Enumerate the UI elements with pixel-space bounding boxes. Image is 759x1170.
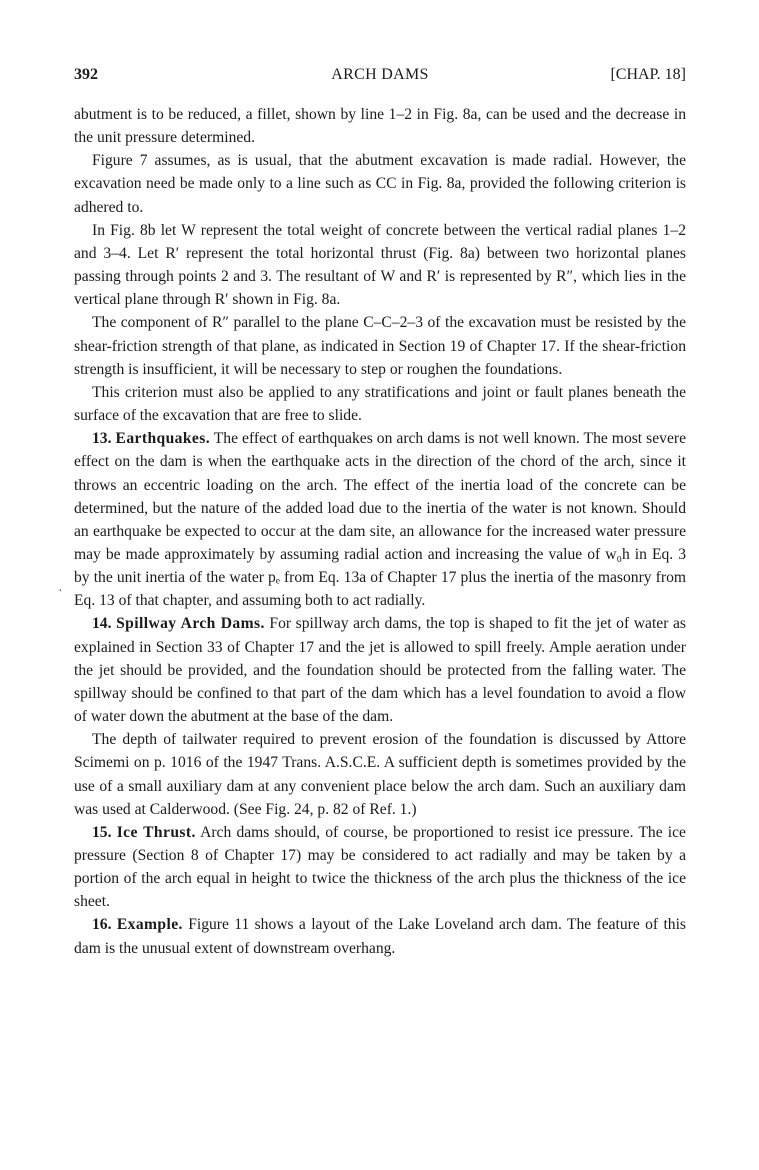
section-paragraph <box>74 427 686 612</box>
running-header <box>74 66 686 90</box>
section-paragraph <box>74 913 686 959</box>
section-number: 16. <box>92 916 112 934</box>
section-paragraph <box>74 821 686 914</box>
section-heading: Earthquakes. <box>115 430 211 448</box>
paragraph-text: Figure 11 shows a layout of the Lake Loveland arch dam. The feature of this dam is the unusual extent of downstream overhang. <box>74 916 686 957</box>
section-number: 14. <box>92 615 112 633</box>
chapter-label: [CHAP. 18] <box>610 66 686 83</box>
margin-mark: · <box>58 584 63 599</box>
paragraph-text: In Fig. 8b let W represent the total weight of concrete between the vertical radial planes 1–2 and 3–4. Let R′ represent the total horizontal thrust (Fig. 8a) between two horizontal planes passing through points 2 and 3. The resultant of W and R′ is represented by R″, which lies in the vertical plane through R′ shown in Fig. 8a. <box>74 221 686 309</box>
paragraph-text: The effect of earthquakes on arch dams is not well known. The most severe effect on the dam is when the earthquake acts in the direction of the chord of the arch, since it throws an eccentric loading on the arch. The effect of the inertia load of the concrete can be determined, but the nature of the added load due to the inertia of the water is not known. Should an earthquake be expected to occur at the dam site, an allowance for the increased water pressure may be made approximately by assuming radial action and increasing the value of w₀h in Eq. 3 by the unit inertia of the water pₑ from Eq. 13a of Chapter 17 plus the inertia of the masonry from Eq. 13 of that chapter, and assuming both to act radially. <box>74 430 686 610</box>
running-title: ARCH DAMS <box>331 66 429 83</box>
paragraph-text: Figure 7 assumes, as is usual, that the abutment excavation is made radial. However, the excavation need be made only to a line such as CC in Fig. 8a, provided the following criterion is adhered to. <box>74 152 686 216</box>
paragraph-text: The component of R″ parallel to the plane C–C–2–3 of the excavation must be resisted by the shear-friction strength of that plane, as indicated in Section 19 of Chapter 17. If the shear-friction strength is insufficient, it will be necessary to step or roughen the foundations. <box>74 314 686 378</box>
paragraph-text: abutment is to be reduced, a fillet, shown by line 1–2 in Fig. 8a, can be used and the decrease in the unit pressure determined. <box>74 106 686 147</box>
paragraph-text: This criterion must also be applied to any stratifications and joint or fault planes beneath the surface of the excavation that are free to slide. <box>74 383 686 425</box>
paragraph-text: For spillway arch dams, the top is shaped to fit the jet of water as explained in Section 33 of Chapter 17 and the jet is allowed to spill freely. Ample aeration under the jet should be provided, and the foundation should be protected from the falling water. The spillway should be confined to that part of the dam which has a level foundation to avoid a flow of water down the abutment at the base of the dam. <box>74 615 686 726</box>
paragraph <box>74 311 686 380</box>
paragraph <box>74 381 686 427</box>
section-heading: Ice Thrust. <box>116 823 196 841</box>
section-number: 15. <box>92 823 112 841</box>
section-number: 13. <box>92 430 112 448</box>
paragraph <box>74 219 686 312</box>
page-number: 392 <box>74 66 98 83</box>
body-text <box>74 103 686 960</box>
section-heading: Spillway Arch Dams. <box>116 615 265 633</box>
section-heading: Example. <box>116 916 183 934</box>
paragraph-text: Arch dams should, of course, be proportioned to resist ice pressure. The ice pressure (Section 8 of Chapter 17) may be considered to act radially and may be taken by a portion of the arch equal in height to twice the thickness of the arch plus the thickness of the ice sheet. <box>74 823 686 911</box>
paragraph <box>74 728 686 821</box>
paragraph <box>74 149 686 218</box>
paragraph <box>74 103 686 149</box>
section-paragraph <box>74 612 686 728</box>
paragraph-text: The depth of tailwater required to prevent erosion of the foundation is discussed by Attore Scimemi on p. 1016 of the 1947 Trans. A.S.C.E. A sufficient depth is sometimes provided by the use of a small auxiliary dam at any convenient place below the arch dam. Such an auxiliary dam was used at Calderwood. (See Fig. 24, p. 82 of Ref. 1.) <box>74 731 686 818</box>
